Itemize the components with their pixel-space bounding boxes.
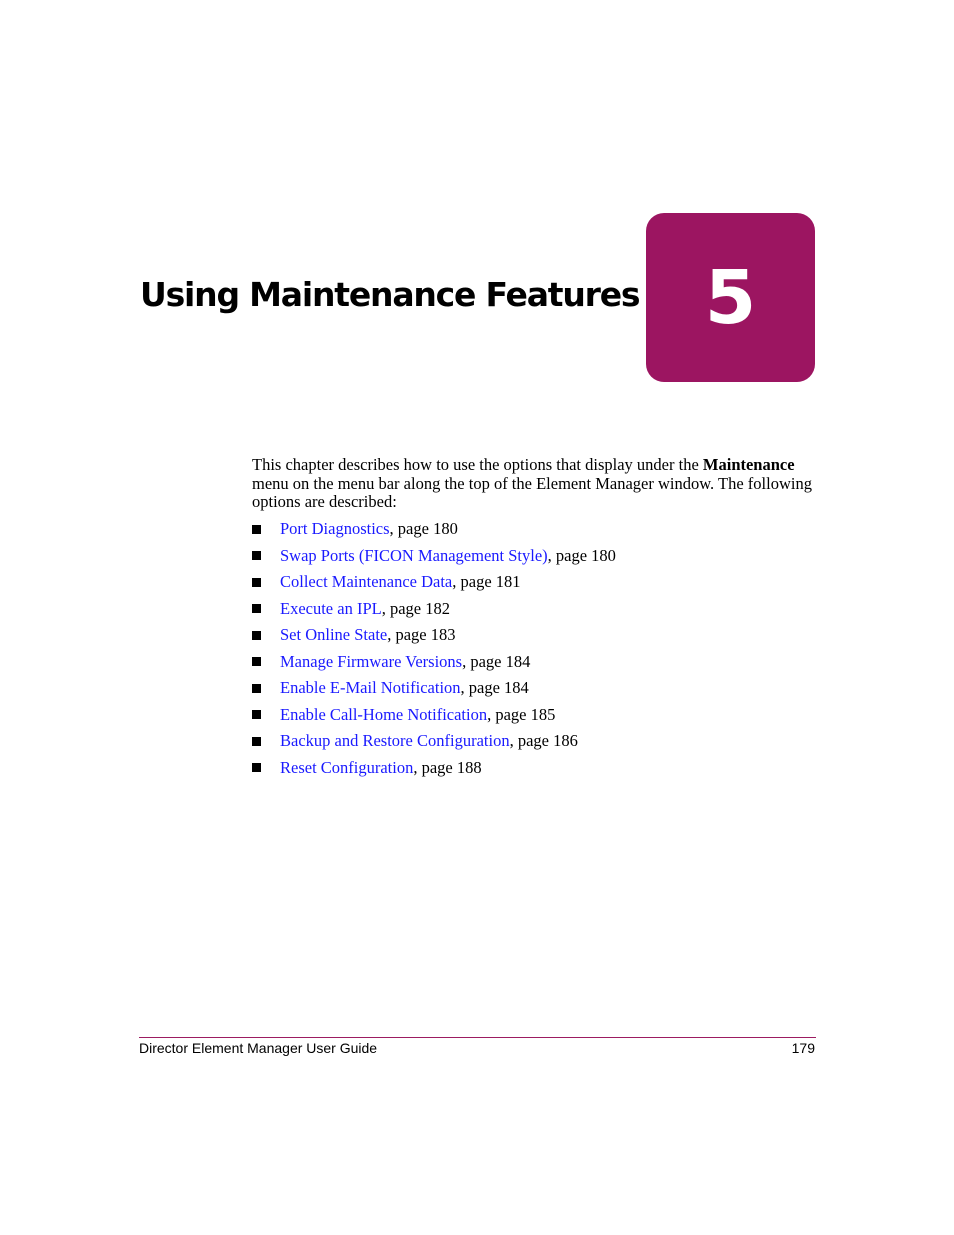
page-reference: , page 186 — [509, 731, 578, 751]
square-bullet-icon — [252, 657, 261, 666]
square-bullet-icon — [252, 525, 261, 534]
page-reference: , page 181 — [452, 572, 521, 592]
reset-configuration-link[interactable]: Reset Configuration — [280, 757, 414, 777]
intro-text-end: menu on the menu bar along the top of the Element Manager window. The following options are described: — [252, 473, 812, 511]
collect-maintenance-data-link[interactable]: Collect Maintenance Data — [280, 572, 453, 592]
enable-email-notification-link[interactable]: Enable E-Mail Notification — [280, 678, 461, 698]
square-bullet-icon — [252, 710, 261, 719]
page-reference: , page 184 — [460, 678, 529, 698]
square-bullet-icon — [252, 737, 261, 746]
footer-guide-title: Director Element Manager User Guide — [139, 1040, 378, 1056]
list-item — [252, 649, 616, 676]
square-bullet-icon — [252, 578, 261, 587]
footer-page-number: 179 — [791, 1040, 815, 1056]
list-item — [252, 728, 616, 755]
square-bullet-icon — [252, 551, 261, 560]
page-reference: , page 180 — [389, 519, 458, 539]
maintenance-menu-name: Maintenance — [702, 455, 795, 474]
list-item — [252, 569, 616, 596]
chapter-title: Using Maintenance Features — [140, 275, 640, 314]
list-item — [252, 675, 616, 702]
page-reference: , page 182 — [381, 598, 450, 618]
square-bullet-icon — [252, 604, 261, 613]
intro-paragraph — [252, 456, 817, 512]
chapter-number: 5 — [704, 254, 757, 341]
swap-ports-link[interactable]: Swap Ports (FICON Management Style) — [280, 545, 548, 565]
options-list — [252, 516, 616, 781]
page-reference: , page 188 — [413, 757, 482, 777]
backup-restore-configuration-link[interactable]: Backup and Restore Configuration — [280, 731, 510, 751]
footer-divider — [139, 1037, 816, 1038]
list-item — [252, 543, 616, 570]
page-reference: , page 183 — [387, 625, 456, 645]
execute-ipl-link[interactable]: Execute an IPL — [280, 598, 382, 618]
square-bullet-icon — [252, 631, 261, 640]
list-item — [252, 622, 616, 649]
list-item — [252, 755, 616, 782]
list-item — [252, 702, 616, 729]
enable-call-home-notification-link[interactable]: Enable Call-Home Notification — [280, 704, 488, 724]
page-reference: , page 180 — [547, 545, 616, 565]
page-reference: , page 184 — [462, 651, 531, 671]
port-diagnostics-link[interactable]: Port Diagnostics — [280, 519, 390, 539]
square-bullet-icon — [252, 684, 261, 693]
chapter-number-tab — [646, 213, 815, 382]
square-bullet-icon — [252, 763, 261, 772]
set-online-state-link[interactable]: Set Online State — [280, 625, 388, 645]
intro-text-start: This chapter describes how to use the options that display under the — [252, 455, 703, 474]
list-item — [252, 596, 616, 623]
manage-firmware-versions-link[interactable]: Manage Firmware Versions — [280, 651, 463, 671]
list-item — [252, 516, 616, 543]
page-reference: , page 185 — [487, 704, 556, 724]
